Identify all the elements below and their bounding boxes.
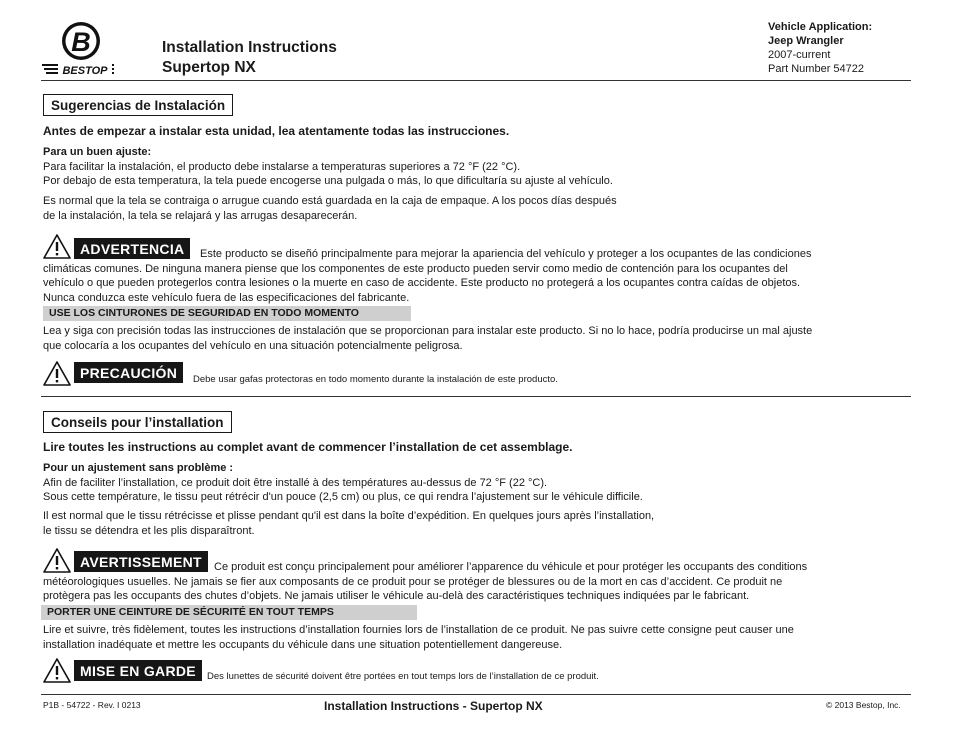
french-follow-line-2: installation inadéquate et mettre les occupants du véhicule dans une situation potentiellement dangereuse. (43, 638, 563, 651)
spanish-fit-line-1: Para facilitar la instalación, el producto debe instalarse a temperaturas superiores a 72 °F (22 °C). (43, 160, 521, 173)
spanish-warning-line-1: Este producto se diseñó principalmente para mejorar la apariencia del vehículo y proteger a los ocupantes de las condiciones (200, 248, 812, 260)
french-normal-line-2: le tissu se détendra et les plis disparaîtront. (43, 524, 255, 537)
header-divider (41, 80, 911, 81)
vehicle-years: 2007-current (768, 49, 831, 61)
french-follow-line-1: Lire et suivre, très fidèlement, toutes les instructions d’installation fournies lors de l’installation de ce produit. Ne pas suivre cette consigne peut causer une (43, 624, 794, 636)
french-normal-line-1: Il est normal que le tissu rétrécisse et plisse pendant qu'il est dans la boîte d’expédition. En quelques jours après l’installation, (43, 510, 655, 522)
spanish-normal-line-1: Es normal que la tela se contraiga o arrugue cuando está guardada en la caja de empaque. A los pocos días después (43, 195, 617, 207)
avertissement-label: AVERTISSEMENT (74, 551, 208, 572)
spanish-warning-block (43, 247, 811, 305)
mise-en-garde-label: MISE EN GARDE (74, 660, 202, 681)
spanish-follow-line-2: que colocaría a los ocupantes del vehículo en una situación potencialmente peligrosa. (43, 339, 463, 352)
section-title-french: Conseils pour l’installation (43, 411, 232, 433)
french-lead: Lire toutes les instructions au complet avant de commencer l’installation de cet assemblage. (43, 440, 573, 454)
french-fit-line-1: Afin de faciliter l’installation, ce produit doit être installé à des températures au-dessus de 72 °F (22 °C). (43, 476, 548, 489)
spanish-warning-line-2: climáticas comunes. De ninguna manera piense que los componentes de este producto pueden servir como medio de contención para los ocupantes del (43, 262, 788, 275)
bestop-logo (40, 20, 116, 78)
footer-title: Installation Instructions - Supertop NX (324, 699, 543, 713)
precaucion-label: PRECAUCIÓN (74, 362, 183, 383)
footer-part-code: P1B - 54722 - Rev. I 0213 (43, 700, 141, 710)
spanish-lead: Antes de empezar a instalar esta unidad, lea atentamente todas las instrucciones. (43, 124, 510, 138)
spanish-fit-line-2: Por debajo de esta temperatura, la tela puede encogerse una pulgada o más, lo que dificultaría su ajuste al vehículo. (43, 175, 613, 187)
vehicle-application (768, 20, 872, 76)
french-fit-heading: Pour un ajustement sans problème : (43, 462, 234, 474)
footer-copyright: © 2013 Bestop, Inc. (826, 700, 901, 710)
document-title (162, 38, 337, 78)
french-caution-text: Des lunettes de sécurité doivent être portées en tout temps lors de l’installation de ce produit. (207, 671, 599, 682)
french-normal-block (43, 509, 654, 538)
title-line-1: Installation Instructions (162, 39, 337, 56)
section-title-spanish: Sugerencias de Instalación (43, 94, 233, 116)
svg-text:B: B (71, 27, 91, 57)
french-warning-line-3: protègera pas les occupants des chutes d’objets. Ne jamais utiliser le véhicule au-delà des caractéristiques techniques indiquées par le fabricant. (43, 590, 750, 602)
spanish-follow-block (43, 324, 812, 353)
spanish-normal-line-2: de la instalación, la tela se relajará y las arrugas desaparecerán. (43, 209, 358, 222)
spanish-warning-line-3: vehículo o que pueden protegerlos contra lesiones o la muerte en caso de accidente. Este producto no protegerá a los ocupantes contra caídas de objetos. (43, 277, 801, 289)
french-follow-block (43, 623, 794, 652)
spanish-fit-heading: Para un buen ajuste: (43, 146, 152, 158)
logo-text: BESTOP (62, 65, 108, 77)
title-line-2: Supertop NX (162, 59, 256, 76)
part-number: Part Number 54722 (768, 63, 864, 75)
footer-divider (41, 694, 911, 695)
caution-triangle-icon (43, 361, 71, 386)
french-warning-line-2: météorologiques usuelles. Ne jamais se fier aux composants de ce produit pour se protéger de blessures ou de la mort en cas d’accident. Ce produit ne (43, 575, 783, 588)
spanish-warning-line-4: Nunca conduzca este vehículo fuera de las especificaciones del fabricante. (43, 291, 410, 304)
french-seatbelt-bar: PORTER UNE CEINTURE DE SÉCURITÉ EN TOUT TEMPS (41, 605, 417, 620)
spanish-seatbelt-bar: USE LOS CINTURONES DE SEGURIDAD EN TODO MOMENTO (43, 306, 411, 321)
spanish-fit-block (43, 145, 613, 189)
spanish-normal-block (43, 194, 617, 223)
french-warning-block (43, 560, 807, 604)
french-warning-line-1: Ce produit est conçu principalement pour améliorer l’apparence du véhicule et pour protéger les occupants des conditions (214, 561, 808, 573)
mise-en-garde-triangle-icon (43, 658, 71, 683)
spanish-follow-line-1: Lea y siga con precisión todas las instrucciones de instalación que se proporcionan para instalar este producto. Si no lo hace, podría producirse un mal ajuste (43, 325, 813, 337)
vehicle-label: Vehicle Application: (768, 21, 873, 33)
advertencia-label: ADVERTENCIA (74, 238, 190, 259)
spanish-caution-text: Debe usar gafas protectoras en todo momento durante la instalación de este producto. (193, 374, 558, 385)
vehicle-name: Jeep Wrangler (768, 35, 844, 47)
french-fit-block (43, 461, 643, 505)
section-divider (41, 396, 911, 397)
french-fit-line-2: Sous cette température, le tissu peut rétrécir d'un pouce (2,5 cm) ou plus, ce qui rendra l’ajustement sur le véhicule difficile. (43, 491, 643, 503)
